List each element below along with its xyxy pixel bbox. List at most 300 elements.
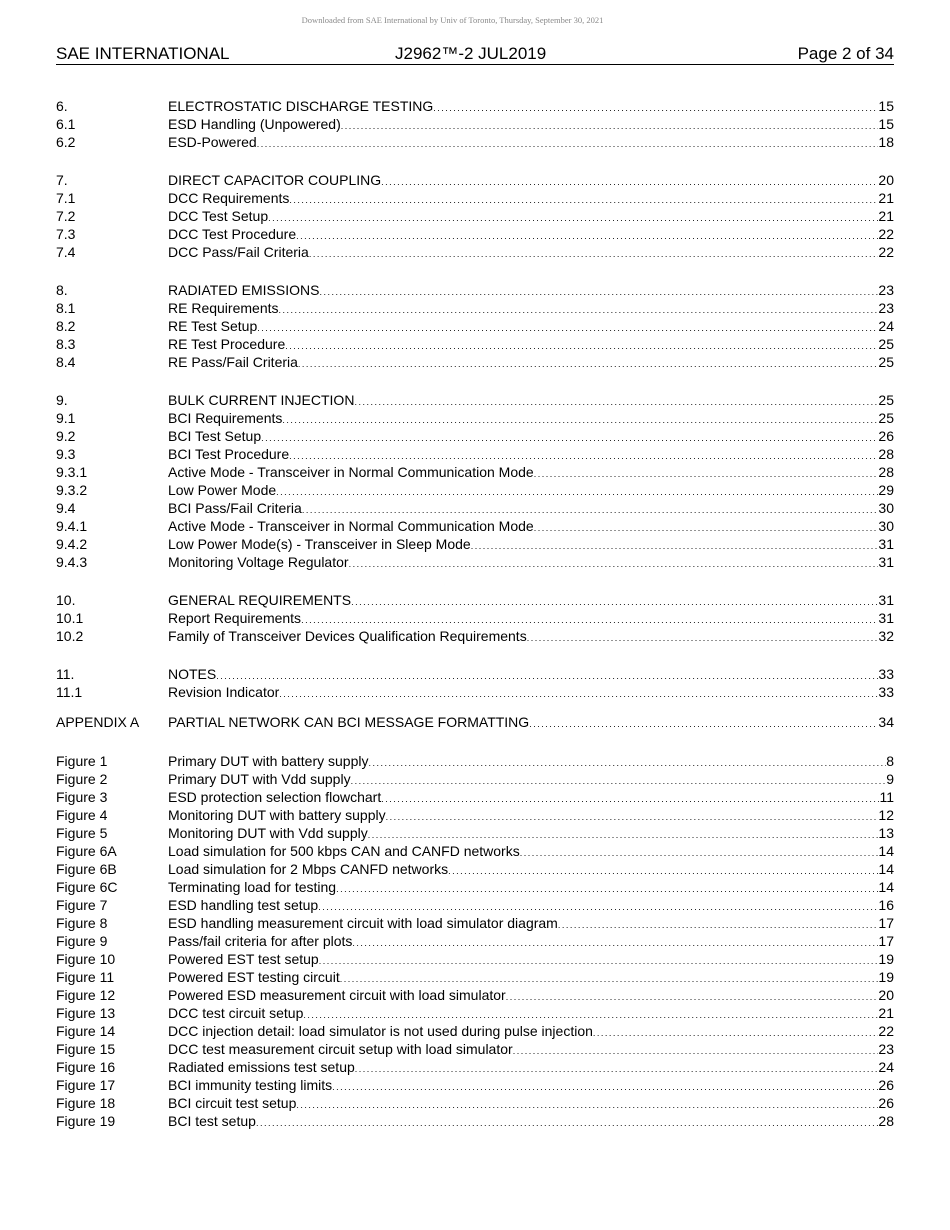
entry-page-number: 16	[878, 897, 894, 913]
dot-leader	[257, 133, 879, 153]
toc-entry[interactable]	[56, 97, 894, 115]
entry-number: 8.4	[56, 354, 76, 370]
figure-entry[interactable]	[56, 878, 894, 896]
dot-leader	[529, 713, 878, 733]
entry-number: Figure 11	[56, 969, 115, 985]
entry-title: Pass/fail criteria for after plots	[168, 933, 353, 949]
entry-number: Figure 14	[56, 1023, 116, 1039]
entry-page-number: 11	[879, 789, 894, 805]
dot-leader	[319, 281, 878, 301]
entry-number: Figure 6C	[56, 879, 118, 895]
toc-entry[interactable]	[56, 299, 894, 317]
dot-leader	[256, 1112, 878, 1132]
entry-title: BCI immunity testing limits	[168, 1077, 333, 1093]
entry-body	[168, 1058, 894, 1078]
figure-entry[interactable]	[56, 860, 894, 878]
entry-page-number: 33	[878, 684, 894, 700]
entry-body	[168, 299, 894, 319]
entry-title: Monitoring DUT with battery supply	[168, 807, 386, 823]
section-spacer	[56, 645, 894, 665]
entry-page-number: 24	[878, 318, 894, 334]
dot-leader	[354, 391, 878, 411]
toc-entry[interactable]	[56, 353, 894, 371]
dot-leader	[318, 896, 878, 916]
toc-entry[interactable]	[56, 665, 894, 683]
entry-page-number: 25	[878, 410, 894, 426]
entry-number: Figure 8	[56, 915, 108, 931]
entry-title: ESD handling measurement circuit with load simulator diagram	[168, 915, 558, 931]
figure-entry[interactable]	[56, 986, 894, 1004]
entry-body	[168, 842, 894, 862]
entry-number: 7.1	[56, 190, 76, 206]
dot-leader	[368, 824, 879, 844]
dot-leader	[352, 932, 878, 952]
dot-leader	[298, 353, 879, 373]
entry-body	[168, 1040, 894, 1060]
entry-page-number: 22	[878, 226, 894, 242]
entry-title: DCC Pass/Fail Criteria	[168, 244, 309, 260]
entry-title: BCI circuit test setup	[168, 1095, 297, 1111]
entry-page-number: 15	[878, 98, 894, 114]
entry-body	[168, 391, 894, 411]
header-doc-id: J2962™-2 JUL2019	[395, 44, 547, 63]
entry-number: 8.1	[56, 300, 76, 316]
entry-number: 10.	[56, 592, 76, 608]
entry-number: 7.	[56, 172, 68, 188]
entry-title: Radiated emissions test setup	[168, 1059, 355, 1075]
toc-entry[interactable]	[56, 481, 894, 499]
dot-leader	[319, 950, 879, 970]
page-header	[56, 44, 894, 65]
entry-page-number: 33	[878, 666, 894, 682]
entry-title: BCI Pass/Fail Criteria	[168, 500, 302, 516]
entry-body	[168, 207, 894, 227]
entry-page-number: 28	[878, 446, 894, 462]
toc-entry[interactable]	[56, 553, 894, 571]
entry-page-number: 14	[878, 861, 894, 877]
entry-title: BCI Requirements	[168, 410, 283, 426]
entry-page-number: 21	[878, 190, 894, 206]
entry-body	[168, 463, 894, 483]
entry-page-number: 18	[878, 134, 894, 150]
entry-body	[168, 553, 894, 573]
entry-number: Figure 6A	[56, 843, 117, 859]
entry-body	[168, 427, 894, 447]
dot-leader	[261, 427, 878, 447]
entry-page-number: 22	[878, 244, 894, 260]
dot-leader	[285, 335, 878, 355]
entry-number: Figure 12	[56, 987, 116, 1003]
dot-leader	[282, 409, 878, 429]
entry-body	[168, 499, 894, 519]
section-spacer	[56, 261, 894, 281]
entry-body	[168, 445, 894, 465]
dot-leader	[268, 207, 878, 227]
entry-title: Powered ESD measurement circuit with load simulator	[168, 987, 506, 1003]
entry-body	[168, 409, 894, 429]
table-of-contents	[56, 97, 894, 1130]
entry-title: Terminating load for testing	[168, 879, 337, 895]
entry-title: Active Mode - Transceiver in Normal Communication Mode	[168, 518, 534, 534]
dot-leader	[351, 591, 878, 611]
entry-number: Figure 15	[56, 1041, 116, 1057]
section-spacer	[56, 731, 894, 752]
entry-number: 6.	[56, 98, 68, 114]
entry-body	[168, 281, 894, 301]
dot-leader	[276, 481, 878, 501]
entry-number: 9.1	[56, 410, 76, 426]
dot-leader	[355, 1058, 879, 1078]
entry-body	[168, 860, 894, 880]
entry-page-number: 29	[878, 482, 894, 498]
toc-entry[interactable]	[56, 171, 894, 189]
entry-body	[168, 1094, 894, 1114]
entry-number: Figure 5	[56, 825, 108, 841]
section-spacer	[56, 371, 894, 391]
figure-entry[interactable]	[56, 770, 894, 788]
toc-entry[interactable]	[56, 409, 894, 427]
entry-page-number: 15	[878, 116, 894, 132]
toc-entry[interactable]	[56, 499, 894, 517]
dot-leader	[520, 842, 879, 862]
entry-number: Figure 17	[56, 1077, 116, 1093]
figure-entry[interactable]	[56, 896, 894, 914]
entry-body	[168, 1022, 894, 1042]
toc-entry[interactable]	[56, 115, 894, 133]
entry-title: Active Mode - Transceiver in Normal Communication Mode	[168, 464, 534, 480]
entry-number: 7.4	[56, 244, 76, 260]
entry-page-number: 14	[878, 879, 894, 895]
entry-body	[168, 896, 894, 916]
dot-leader	[381, 171, 878, 191]
dot-leader	[593, 1022, 879, 1042]
figure-entry[interactable]	[56, 950, 894, 968]
dot-leader	[433, 97, 878, 117]
toc-entry[interactable]	[56, 391, 894, 409]
entry-body	[168, 950, 894, 970]
entry-page-number: 25	[878, 336, 894, 352]
entry-page-number: 25	[878, 392, 894, 408]
entry-title: GENERAL REQUIREMENTS	[168, 592, 352, 608]
entry-title: PARTIAL NETWORK CAN BCI MESSAGE FORMATTING	[168, 714, 530, 730]
entry-title: BCI Test Setup	[168, 428, 262, 444]
entry-body	[168, 1076, 894, 1096]
entry-title: Monitoring Voltage Regulator	[168, 554, 349, 570]
entry-page-number: 21	[878, 208, 894, 224]
entry-number: 9.3	[56, 446, 76, 462]
dot-leader	[303, 1004, 878, 1024]
toc-entry[interactable]	[56, 317, 894, 335]
entry-number: 7.3	[56, 226, 76, 242]
entry-number: Figure 19	[56, 1113, 116, 1129]
dot-leader	[341, 115, 879, 135]
entry-page-number: 21	[878, 1005, 894, 1021]
toc-entry[interactable]	[56, 627, 894, 645]
entry-number: Figure 3	[56, 789, 108, 805]
entry-page-number: 26	[878, 428, 894, 444]
entry-page-number: 26	[878, 1095, 894, 1111]
dot-leader	[309, 243, 879, 263]
figure-entry[interactable]	[56, 1058, 894, 1076]
entry-body	[168, 517, 894, 537]
entry-body	[168, 932, 894, 952]
entry-page-number: 28	[878, 1113, 894, 1129]
entry-title: ESD Handling (Unpowered)	[168, 116, 341, 132]
header-org: SAE INTERNATIONAL	[56, 44, 230, 63]
entry-body	[168, 317, 894, 337]
entry-number: 7.2	[56, 208, 76, 224]
figure-entry[interactable]	[56, 932, 894, 950]
entry-title: Low Power Mode	[168, 482, 277, 498]
entry-body	[168, 189, 894, 209]
entry-page-number: 26	[878, 1077, 894, 1093]
entry-title: Primary DUT with Vdd supply	[168, 771, 351, 787]
entry-page-number: 23	[878, 1041, 894, 1057]
figure-entry[interactable]	[56, 1094, 894, 1112]
entry-body	[168, 171, 894, 191]
entry-page-number: 30	[878, 500, 894, 516]
entry-number: 6.2	[56, 134, 76, 150]
entry-body	[168, 1112, 894, 1132]
dot-leader	[279, 299, 879, 319]
header-page-label: Page 2 of 34	[797, 44, 894, 63]
dot-leader	[368, 752, 886, 772]
entry-number: Figure 10	[56, 951, 116, 967]
entry-title: RE Test Procedure	[168, 336, 286, 352]
entry-page-number: 22	[878, 1023, 894, 1039]
entry-page-number: 23	[878, 300, 894, 316]
toc-entry[interactable]	[56, 225, 894, 243]
entry-page-number: 31	[878, 536, 894, 552]
dot-leader	[332, 1076, 878, 1096]
dot-leader	[289, 189, 878, 209]
section-spacer	[56, 151, 894, 171]
entry-page-number: 8	[886, 753, 894, 769]
entry-title: RADIATED EMISSIONS	[168, 282, 320, 298]
entry-body	[168, 1004, 894, 1024]
entry-number: Figure 18	[56, 1095, 116, 1111]
entry-page-number: 14	[878, 843, 894, 859]
entry-title: RE Requirements	[168, 300, 279, 316]
entry-title: Monitoring DUT with Vdd supply	[168, 825, 368, 841]
toc-entry[interactable]	[56, 609, 894, 627]
entry-title: Powered EST testing circuit	[168, 969, 340, 985]
entry-number: Figure 9	[56, 933, 108, 949]
entry-page-number: 9	[886, 771, 894, 787]
figure-entry[interactable]	[56, 806, 894, 824]
entry-body	[168, 665, 894, 685]
entry-body	[168, 481, 894, 501]
entry-title: ESD-Powered	[168, 134, 257, 150]
figure-entry[interactable]	[56, 842, 894, 860]
figure-entry[interactable]	[56, 1040, 894, 1058]
entry-title: BULK CURRENT INJECTION	[168, 392, 355, 408]
figure-entry[interactable]	[56, 914, 894, 932]
toc-entry[interactable]	[56, 445, 894, 463]
entry-body	[168, 683, 894, 703]
toc-entry[interactable]	[56, 591, 894, 609]
entry-body	[168, 115, 894, 135]
figure-entry[interactable]	[56, 1112, 894, 1130]
entry-number: Figure 6B	[56, 861, 117, 877]
entry-body	[168, 770, 894, 790]
toc-entry[interactable]	[56, 517, 894, 535]
dot-leader	[302, 499, 879, 519]
entry-title: Low Power Mode(s) - Transceiver in Sleep Mode	[168, 536, 471, 552]
entry-number: 9.3.1	[56, 464, 88, 480]
entry-number: 11.	[56, 666, 75, 682]
toc-entry[interactable]	[56, 189, 894, 207]
entry-page-number: 25	[878, 354, 894, 370]
figure-entry[interactable]	[56, 968, 894, 986]
entry-title: ELECTROSTATIC DISCHARGE TESTING	[168, 98, 434, 114]
entry-title: ESD protection selection flowchart	[168, 789, 382, 805]
entry-body	[168, 609, 894, 629]
entry-title: DCC test measurement circuit setup with load simulator	[168, 1041, 513, 1057]
dot-leader	[340, 968, 879, 988]
entry-number: 10.2	[56, 628, 84, 644]
dot-leader	[351, 770, 887, 790]
entry-title: Load simulation for 500 kbps CAN and CANFD networks	[168, 843, 520, 859]
entry-number: 9.	[56, 392, 68, 408]
toc-entry[interactable]	[56, 535, 894, 553]
entry-number: 9.4.3	[56, 554, 88, 570]
dot-leader	[513, 1040, 879, 1060]
entry-title: BCI Test Procedure	[168, 446, 290, 462]
toc-entry[interactable]	[56, 133, 894, 151]
entry-page-number: 12	[878, 807, 894, 823]
entry-title: ESD handling test setup	[168, 897, 319, 913]
entry-title: DIRECT CAPACITOR COUPLING	[168, 172, 382, 188]
entry-body	[168, 824, 894, 844]
entry-page-number: 32	[878, 628, 894, 644]
entry-title: Report Requirements	[168, 610, 302, 626]
dot-leader	[296, 225, 878, 245]
entry-title: NOTES	[168, 666, 217, 682]
entry-page-number: 28	[878, 464, 894, 480]
entry-number: 8.2	[56, 318, 76, 334]
dot-leader	[558, 914, 879, 934]
entry-page-number: 31	[878, 554, 894, 570]
entry-page-number: 20	[878, 987, 894, 1003]
entry-number: 8.	[56, 282, 68, 298]
entry-number: 10.1	[56, 610, 84, 626]
toc-entry[interactable]	[56, 281, 894, 299]
entry-number: Figure 7	[56, 897, 108, 913]
dot-leader	[301, 609, 878, 629]
toc-entry[interactable]	[56, 463, 894, 481]
entry-page-number: 19	[878, 951, 894, 967]
dot-leader	[349, 553, 879, 573]
toc-entry[interactable]	[56, 427, 894, 445]
toc-entry[interactable]	[56, 207, 894, 225]
toc-entry[interactable]	[56, 683, 894, 701]
entry-body	[168, 535, 894, 555]
dot-leader	[534, 463, 879, 483]
entry-title: BCI test setup	[168, 1113, 256, 1129]
dot-leader	[381, 788, 879, 808]
toc-entry[interactable]	[56, 335, 894, 353]
dot-leader	[216, 665, 878, 685]
figure-entry[interactable]	[56, 752, 894, 770]
entry-title: Primary DUT with battery supply	[168, 753, 369, 769]
entry-number: 9.4.2	[56, 536, 88, 552]
entry-number: Figure 4	[56, 807, 108, 823]
dot-leader	[336, 878, 878, 898]
entry-number: 6.1	[56, 116, 76, 132]
entry-number: 9.2	[56, 428, 76, 444]
dot-leader	[296, 1094, 878, 1114]
entry-page-number: 30	[878, 518, 894, 534]
figure-entry[interactable]	[56, 1076, 894, 1094]
entry-title: DCC injection detail: load simulator is not used during pulse injection	[168, 1023, 593, 1039]
entry-body	[168, 353, 894, 373]
entry-body	[168, 133, 894, 153]
entry-page-number: 17	[878, 933, 894, 949]
entry-body	[168, 986, 894, 1006]
entry-body	[168, 968, 894, 988]
entry-body	[168, 914, 894, 934]
entry-page-number: 24	[878, 1059, 894, 1075]
entry-number: 8.3	[56, 336, 76, 352]
dot-leader	[506, 986, 879, 1006]
entry-page-number: 23	[878, 282, 894, 298]
figure-entry[interactable]	[56, 824, 894, 842]
entry-body	[168, 97, 894, 117]
figure-entry[interactable]	[56, 788, 894, 806]
entry-page-number: 31	[878, 592, 894, 608]
figure-entry[interactable]	[56, 1022, 894, 1040]
entry-number: Figure 1	[56, 753, 108, 769]
entry-page-number: 20	[878, 172, 894, 188]
dot-leader	[279, 683, 878, 703]
entry-number: 9.3.2	[56, 482, 88, 498]
entry-title: DCC Requirements	[168, 190, 290, 206]
entry-title: RE Test Setup	[168, 318, 258, 334]
entry-number: Figure 13	[56, 1005, 116, 1021]
entry-number: 11.1	[56, 684, 83, 700]
dot-leader	[471, 535, 879, 555]
entry-body	[168, 627, 894, 647]
entry-page-number: 17	[878, 915, 894, 931]
entry-title: Family of Transceiver Devices Qualification Requirements	[168, 628, 527, 644]
entry-number: Figure 16	[56, 1059, 116, 1075]
dot-leader	[534, 517, 879, 537]
entry-body	[168, 878, 894, 898]
entry-number: Figure 2	[56, 771, 108, 787]
entry-page-number: 31	[878, 610, 894, 626]
toc-entry[interactable]	[56, 243, 894, 261]
dot-leader	[448, 860, 878, 880]
dot-leader	[386, 806, 879, 826]
dot-leader	[289, 445, 878, 465]
entry-title: Revision Indicator	[168, 684, 280, 700]
entry-body	[168, 225, 894, 245]
entry-title: DCC test circuit setup	[168, 1005, 304, 1021]
entry-body	[168, 788, 894, 808]
entry-body	[168, 335, 894, 355]
entry-body	[168, 591, 894, 611]
section-spacer	[56, 571, 894, 591]
dot-leader	[527, 627, 879, 647]
entry-page-number: 19	[878, 969, 894, 985]
entry-title: DCC Test Setup	[168, 208, 269, 224]
figure-entry[interactable]	[56, 1004, 894, 1022]
entry-body	[168, 806, 894, 826]
entry-number: APPENDIX A	[56, 714, 140, 730]
entry-title: DCC Test Procedure	[168, 226, 297, 242]
toc-entry[interactable]	[56, 713, 894, 731]
